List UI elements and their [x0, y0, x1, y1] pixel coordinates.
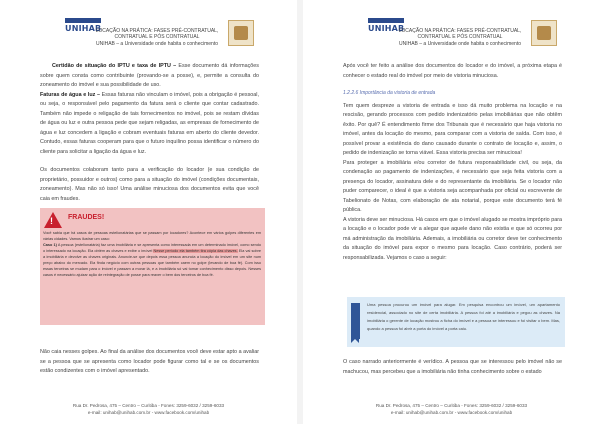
footer-contact: e-mail: unihab@unihab.com.br - www.facebook.com/unihab — [390, 410, 513, 415]
right-page — [303, 0, 600, 424]
header-line-1: LOCAÇÃO NA PRÁTICA: FASES PRÉ-CONTRATUAL, — [95, 28, 219, 34]
logo-bar-icon — [368, 18, 404, 23]
footer-address: Rua Dr. Pedrosa, 475 – Centro – Curitiba - Fones: 3259-6032 / 3259-6033 — [72, 403, 225, 408]
header-line-2: CONTRATUAL E PÓS CONTRATUAL — [417, 34, 503, 41]
paragraph-iptu — [40, 62, 259, 91]
header-text — [395, 28, 525, 47]
iptu-heading: Certidão de situação do IPTU e taxa de IPTU – — [52, 63, 177, 69]
header-line-3: UNIHAB – a Universidade onde habita o conhecimento — [398, 40, 522, 47]
fraud-case-text-2: Ela vai sobre a imobiliária e devolve as chaves originais. Anuncie-se que depois essa pessoa anuncia a locação do imóvel em um site num preço abaixo do mercado. Ela finda negócio com outras pessoas que também caem no golpe (levando de boa fé). Com isso essas terceiras se mudam para o imóvel e passam a morar lá, e a imobiliária só vai tomar conhecimento disso depois. Nesses casos é necessário ajuizar ação de reintegração de posse para reaver o bem dos terceiros de boa fé. — [43, 249, 261, 277]
crest-logo-icon — [228, 20, 254, 46]
paragraph-golpes: Não caia nesses golpes. Ao final da análise dos documentos você deve estar apto a avaliar se a pessoa que se apresenta como locador pode figurar como tal e se os documentos estão condizentes com o imóvel apresentado. — [40, 349, 259, 374]
footer-address: Rua Dr. Pedrosa, 475 – Centro – Curitiba - Fones: 3259-6032 / 3259-6033 — [375, 403, 528, 408]
case-callout-box — [347, 297, 565, 347]
left-closing — [40, 348, 259, 377]
paragraph-minuciosa: A vistoria deve ser minuciosa. Há casos em que o imóvel alugado se mostra impróprio para a locação e o locador pode vir a alegar que aquele dano não existia e que só ocorreu por má administração da imobiliária. Ademais, a imobiliária ou corretor deve ter conhecimento da situação do imóvel para expor o mesmo para locação. Caso contrário, poderá ser responsabilizada. Vejamos o caso a seguir: — [343, 216, 562, 261]
fraud-highlight: Nesse período ela também tira cópia das chaves. — [153, 249, 238, 253]
iptu-text: Esse documento dá informações sobre quem consta como contribuinte (provando-se a posse), e, permite a consulta do zoneamento do imóvel e sua possibilidade de uso. — [40, 63, 260, 88]
section-subtitle: 1.2.2.6 Importância da vistoria de entrada — [343, 90, 436, 96]
logo-text: UNIHAB — [65, 24, 102, 33]
faturas-heading: Faturas de água e luz – — [40, 91, 100, 98]
page-header — [0, 6, 297, 46]
paragraph-protecao: Para proteger a imobiliária e/ou corretor de futura responsabilidade civil, ou seja, da condenação ao pagamento de indenizações, é necessário que seja feita vistoria com a presença do locador, assinatura dele e do representante da imobiliária. Se o locador não puder comparecer, o ideal é que a vistoria seja acompanhada por oficial ou escrevente de Tabelionato de Notas, com elaboração de ata notarial, porque este documento terá fé pública. — [343, 159, 562, 213]
footer-contact: e-mail: unihab@unihab.com.br - www.facebook.com/unihab — [87, 410, 210, 415]
fraud-body — [43, 230, 261, 278]
left-page — [0, 0, 297, 424]
right-closing — [343, 358, 562, 377]
logo-bar-icon — [65, 18, 101, 23]
fraud-warning-box: ! FRAUDES! Você sabia que há casos de pessoas estelionatárias que se passam por locadores? Acontece em vários golpes diferentes em várias cidades. Vamos ilustrar um caso: Caso 1) A pessoa (estelionatária) faz uma imobiliária e se apresenta como interessada em um determinado imóvel, como sendo o interessado na locação. Ela obtém as chaves e exibe o imóvel Nesse período ela também tira cópia das chaves. Ela vai sobre a imobiliária e devolve as chaves originais. Anuncie-se que depois essa pessoa anuncia a locação do imóvel em um site num preço abaixo do mercado. Ela finda negócio com outras pessoas que também caem no golpe (levando de boa fé). Com isso essas terceiras se mudam para o imóvel e passam a morar lá, e a imobiliária só vai tomar conhecimento disso depois. Nesses casos é necessário ajuizar ação de reintegração de posse para reaver o bem dos terceiros de boa fé. — [40, 208, 265, 325]
paragraph-intro: Após você ter feito a análise dos documentos do locador e do imóvel, a próxima etapa é conhecer o estado real do imóvel por meio de vistoria minuciosa. — [343, 63, 562, 79]
header-line-1: LOCAÇÃO NA PRÁTICA: FASES PRÉ-CONTRATUAL, — [398, 28, 522, 34]
paragraph-caso-narrado: O caso narrado anteriormente é verídico. A pessoa que se interessou pelo imóvel não se machucou, mas percebeu que a imobiliária não tinha conhecimento sobre o estado — [343, 359, 562, 375]
fraud-case-text: A pessoa (estelionatária) faz uma imobiliária e se apresenta como interessada em um determinado imóvel, como sendo o interessado na locação. Ela obtém as chaves e exibe o imóvel — [43, 243, 261, 253]
page-footer — [303, 402, 600, 416]
right-body — [343, 62, 562, 263]
paragraph-vistoria: Tem quem despreze a vistoria de entrada e isso dá muito problema na locação e na rescisão, gerando processos com pedido indenizatório pelas imobiliárias que não obtêm êxito. Por quê? É entendimento firme dos Tribunais que é necessário que haja vistoria no imóvel, antes da locação do mesmo, para comparar com a vistoria de saída. Com isso, é possível provar a existência do dano causado durante o contrato de locação e, assim, o pedido de indenização se torna viável. Essa vistoria precisa ser minuciosa! — [343, 102, 562, 156]
page-header — [303, 6, 600, 46]
logo-text: UNIHAB — [368, 24, 405, 33]
warning-icon — [44, 212, 62, 228]
left-body — [40, 62, 259, 204]
faturas-text: Essas faturas não vinculam o imóvel, pois a obrigação é pessoal, ou seja, o responsável pelo pagamento da fatura será o cliente que contar cadastrado. Também não impede o religação de tais fornecimentos no imóvel, pois se restam dívidas de água ou luz e outra pessoa pede que sejam religadas, as empresas de fornecimento de água e luz concedem a ligação e cobram eventuais faturas em aberto do cliente devedor. Contudo, essas faturas cooperam para que o futuro inquilino possa identificar o número do cliente para solicitar a ligação da água e luz. — [40, 91, 260, 155]
crest-logo-icon — [531, 20, 557, 46]
callout-text: Uma pessoa procurou um imóvel para alugar. Em pesquisa encontrou um imóvel, um apartamento residencial, associado no site de certa imobiliária. A pessoa foi até a imobiliária e pegou as chaves. Na imobiliária o gerente de locação mostrou a ficha do imóvel e a pessoa se interessou e foi visitar o bem. Mas, quando a pessoa foi abrir a porta do imóvel a porta caiu. — [367, 302, 560, 331]
fraud-case-label: Caso 1) — [43, 243, 57, 247]
header-line-3: UNIHAB – a Universidade onde habita o conhecimento — [95, 40, 219, 47]
page-footer — [0, 402, 297, 416]
fraud-title: FRAUDES! — [68, 214, 105, 221]
header-line-2: CONTRATUAL E PÓS CONTRATUAL — [114, 34, 200, 41]
paragraph-documentos: Os documentos colaboram tanto para a verificação do locador (e sua condição de proprietário, possuidor e outros) como para a situação do imóvel (condições documentais, zoneamento). Mas não só isso! Uma análise minuciosa dos documentos evita que você caia em fraudes. — [40, 167, 259, 202]
paragraph-faturas — [40, 91, 259, 158]
fraud-intro: Você sabia que há casos de pessoas estelionatárias que se passam por locadores? Acontece em vários golpes diferentes em várias cidades. Vamos ilustrar um caso: — [43, 231, 261, 241]
header-text — [92, 28, 222, 47]
bookmark-icon — [351, 303, 360, 339]
